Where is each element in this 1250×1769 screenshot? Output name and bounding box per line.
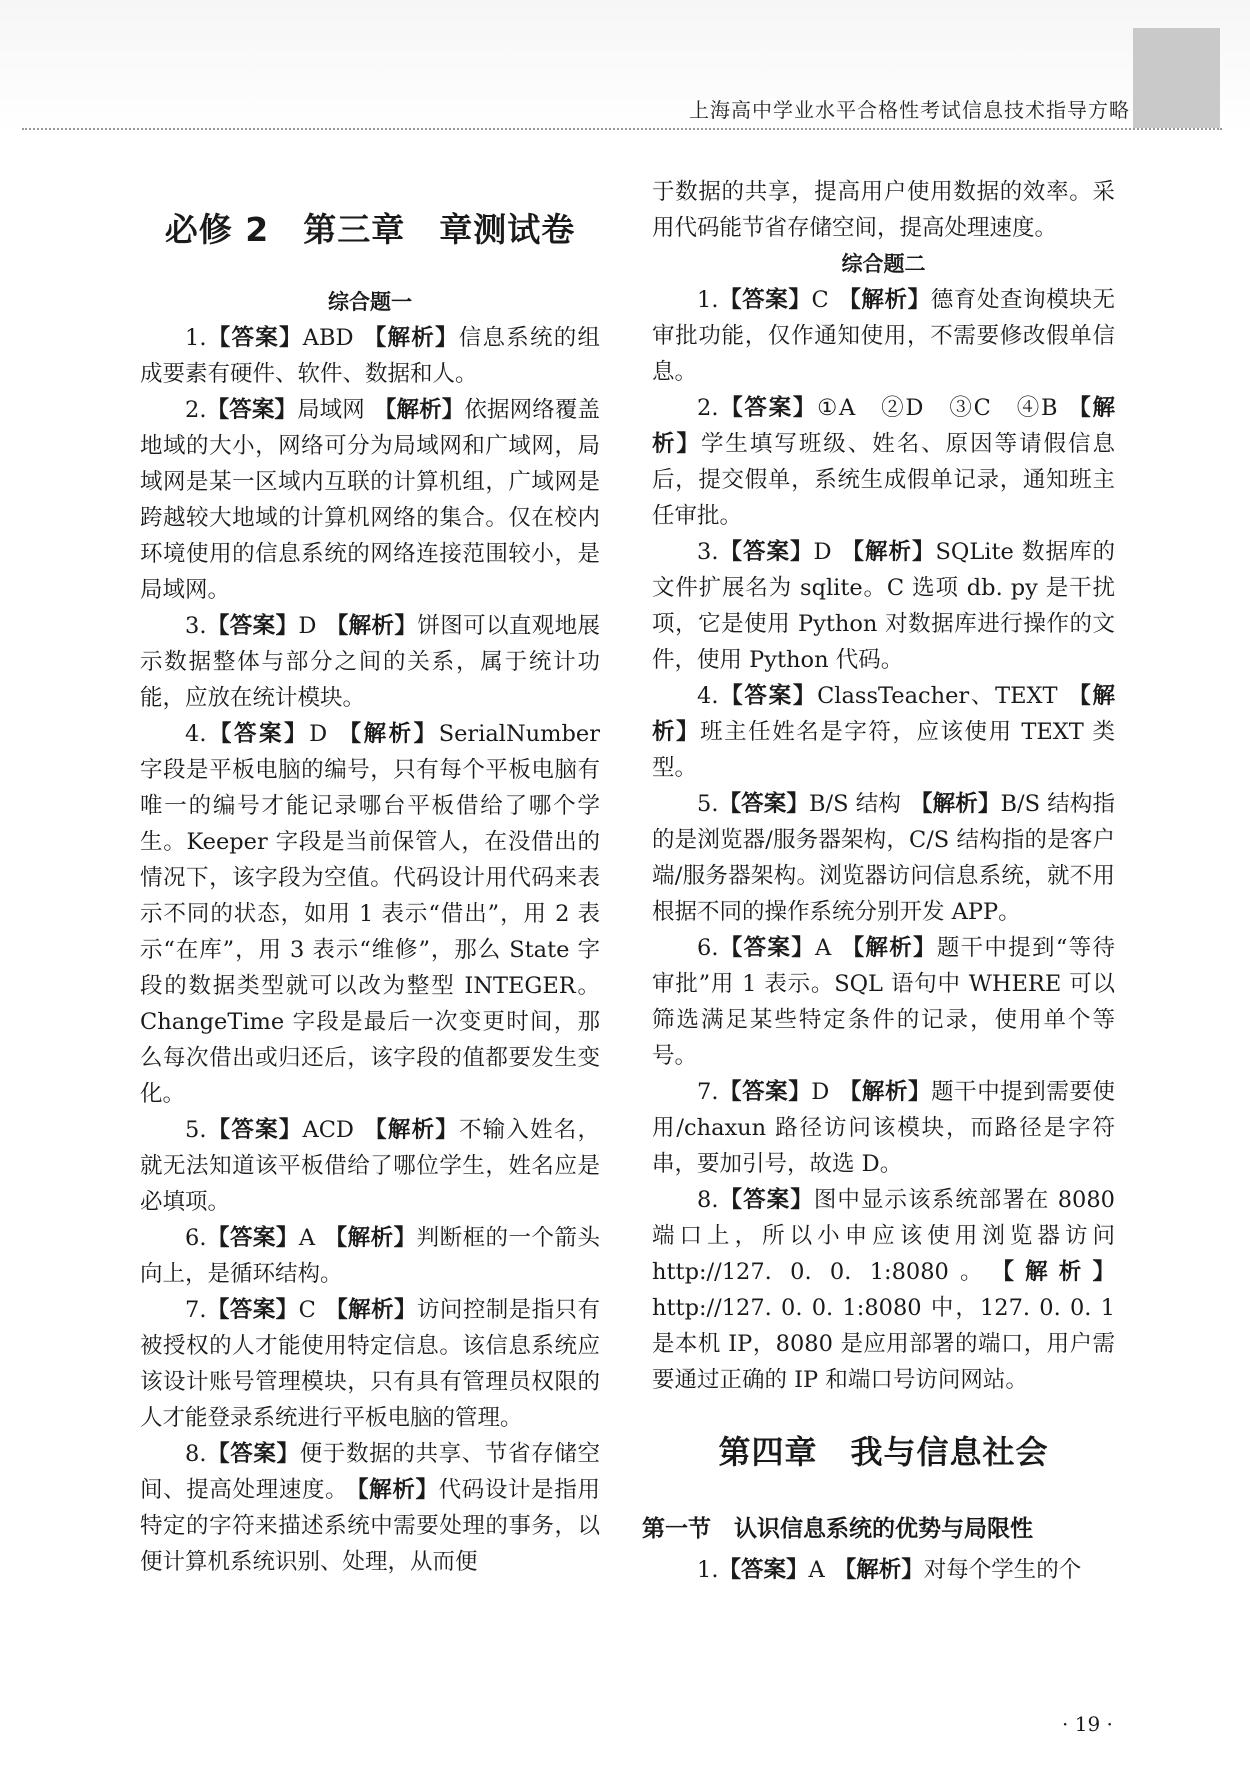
answer-item: 8.【答案】便于数据的共享、节省存储空间、提高处理速度。 【解析】代码设计是指用特定的字符来描述系统中需要处理的事务，以便计算机系统识别、处理，从而便 [140, 1441, 600, 1575]
answer-item: 2.【答案】①A ②D ③C ④B 【解析】学生填写班级、姓名、原因等请假信息后，提交假单，系统生成假单记录，通知班主任审批。 [652, 395, 1115, 529]
answer-item: 7.【答案】D 【解析】题干中提到需要使用/chaxun 路径访问该模块，而路径是字符串，要加引号，故选 D。 [652, 1079, 1115, 1177]
answer-item: 1.【答案】ABD 【解析】信息系统的组成要素有硬件、软件、数据和人。 [140, 325, 600, 387]
answer-item: 4.【答案】D 【解析】SerialNumber 字段是平板电脑的编号，只有每个平板电脑有唯一的编号才能记录哪台平板借给了哪个学生。Keeper 字段是当前保管人，在没借出的情况下，该字段为空值。代码设计用代码来表示不同的状态，如用 1 表示“借出”，用 2 表示“在库”，用 3 表示“维修”，那么 State 字段的数据类型就可以改为整型 INTEGER。ChangeTime 字段是最后一次变更时间，那么每次借出或归还后，该字段的值都要发生变化。 [140, 721, 600, 1107]
answer-item: 5.【答案】ACD 【解析】不输入姓名，就无法知道该平板借给了哪位学生，姓名应是必填项。 [140, 1117, 600, 1215]
chapter-3-title: 必修 2 第三章 章测试卷 [164, 210, 576, 249]
section-title-1: 综合题一 [328, 290, 412, 314]
continued-text: 于数据的共享，提高用户使用数据的效率。采用代码能节省存储空间，提高处理速度。 [652, 179, 1115, 241]
answer-item: 1.【答案】A 【解析】对每个学生的个 [697, 1557, 1082, 1583]
answer-item: 3.【答案】D 【解析】饼图可以直观地展示数据整体与部分之间的关系，属于统计功能，应放在统计模块。 [140, 613, 600, 711]
right-column [642, 0, 1115, 1588]
running-title: 上海高中学业水平合格性考试信息技术指导方略 [689, 98, 1130, 122]
answer-item: 3.【答案】D 【解析】SQLite 数据库的文件扩展名为 sqlite。C 选项 db. py 是干扰项，它是使用 Python 对数据库进行操作的文件，使用 Python 代码。 [652, 539, 1115, 673]
answer-item: 1.【答案】C 【解析】德育处查询模块无审批功能，仅作通知使用，不需要修改假单信息。 [652, 287, 1115, 385]
answer-item: 6.【答案】A 【解析】题干中提到“等待审批”用 1 表示。SQL 语句中 WHERE 可以筛选满足某些特定条件的记录，使用单个等号。 [652, 935, 1115, 1069]
answer-item: 5.【答案】B/S 结构 【解析】B/S 结构指的是浏览器/服务器架构，C/S 结构指的是客户端/服务器架构。浏览器访问信息系统，就不用根据不同的操作系统分别开发 APP。 [652, 791, 1115, 925]
chapter-4-title: 第四章 我与信息社会 [718, 1433, 1049, 1471]
section-heading: 第一节 认识信息系统的优势与局限性 [642, 1516, 1033, 1542]
left-column [140, 0, 600, 1580]
page-number: · 19 · [1062, 1712, 1113, 1736]
answer-item: 8.【答案】图中显示该系统部署在 8080 端口上，所以小申应该使用浏览器访问 http://127. 0. 0. 1:8080。 【解析】http://127. 0. 0. 1:8080 中，127. 0. 0. 1 是本机 IP，8080 是应用部署的端口，用户需要通过正确的 IP 和端口号访问网站。 [652, 1187, 1115, 1393]
answer-item: 2.【答案】局域网 【解析】依据网络覆盖地域的大小，网络可分为局域网和广域网，局域网是某一区域内互联的计算机组，广域网是跨越较大地域的计算机网络的集合。仅在校内环境使用的信息系统的网络连接范围较小，是局域网。 [140, 397, 600, 603]
section-title-2: 综合题二 [841, 252, 926, 276]
corner-tab [1133, 28, 1220, 128]
answer-item: 7.【答案】C 【解析】访问控制是指只有被授权的人才能使用特定信息。该信息系统应该设计账号管理模块，只有具有管理员权限的人才能登录系统进行平板电脑的管理。 [140, 1297, 600, 1431]
answer-item: 6.【答案】A 【解析】判断框的一个箭头向上，是循环结构。 [140, 1225, 600, 1287]
answer-item: 4.【答案】ClassTeacher、TEXT 【解析】班主任姓名是字符，应该使用 TEXT 类型。 [652, 683, 1115, 781]
